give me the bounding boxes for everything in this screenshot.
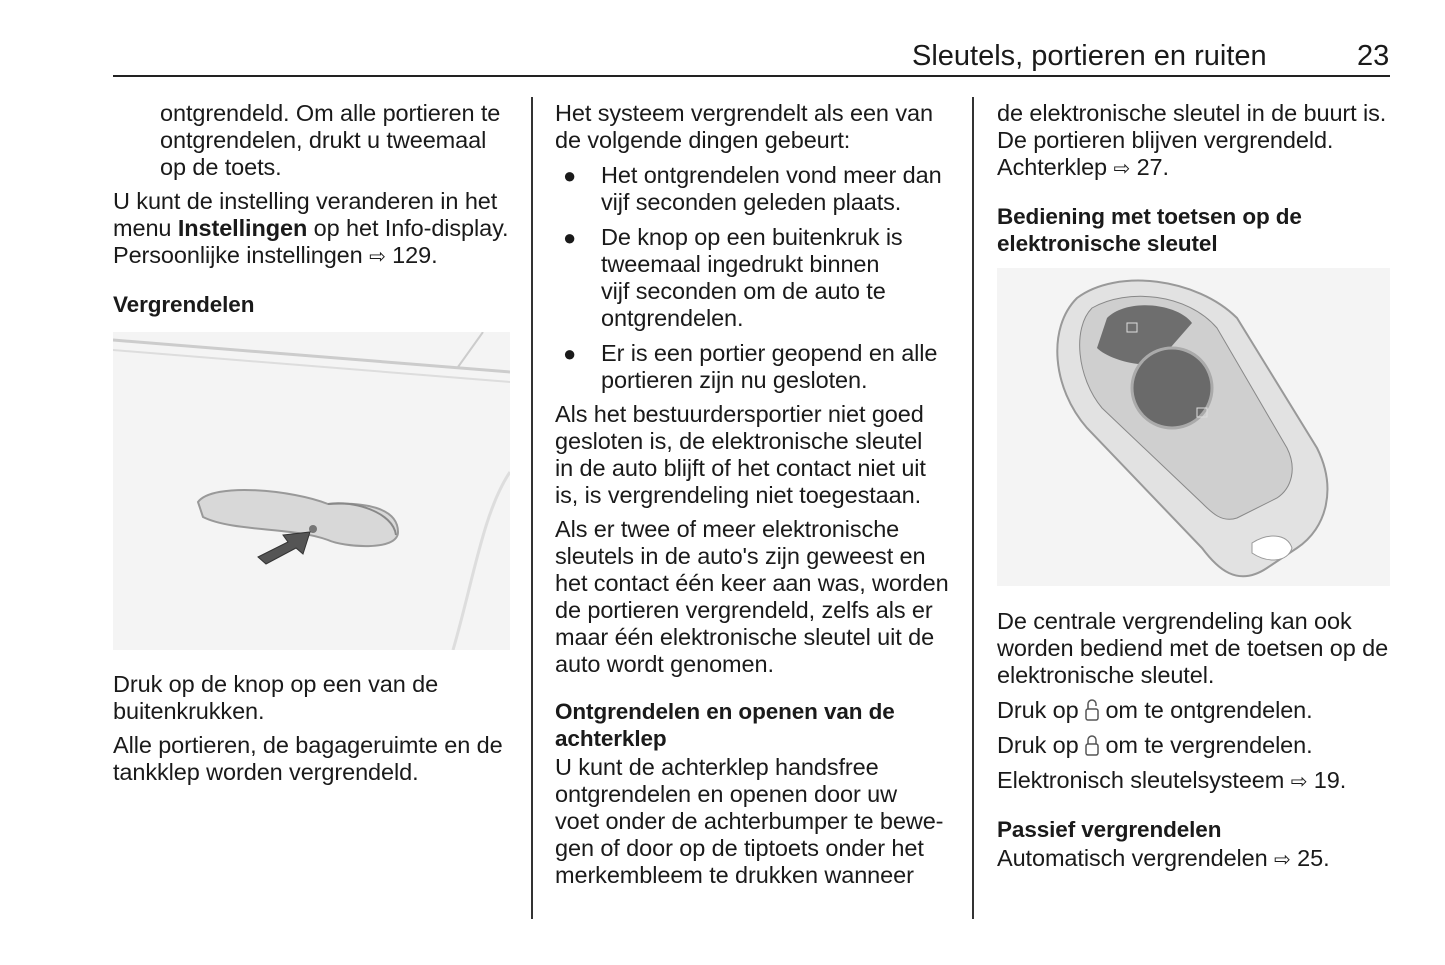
text: om te vergrendelen. [1099, 732, 1313, 758]
text: Druk op [997, 732, 1086, 758]
arrow-reference-icon: ⇨ [369, 246, 386, 268]
text: op het Info-display. Persoonlijke instellingen [113, 215, 509, 268]
arrow-reference-icon: ⇨ [1290, 771, 1308, 793]
paragraph: Alle portieren, de bagageruimte en de tankklep worden vergrendeld. [113, 732, 503, 785]
menu-name: Instellingen [177, 215, 308, 241]
paragraph [997, 100, 1386, 183]
paragraph: Druk op de knop op een van de buitenkrukken. [113, 671, 439, 724]
text: de elektronische sleutel in de buurt is. De portieren blijven vergrendeld. Achterklep [997, 100, 1387, 180]
page-reference[interactable]: 27. [1136, 154, 1169, 180]
paragraph: U kunt de achterklep handsfree ontgrendelen en openen door uw voet onder de achterbumper te bewe- gen of door op de tiptoets onder het merkembleem te drukken wanneer [555, 754, 944, 888]
paragraph [997, 732, 1313, 759]
list-item: Het ontgrendelen vond meer dan vijf seconden geleden plaats. [601, 162, 942, 215]
paragraph [997, 767, 1346, 796]
page-reference[interactable]: 19. [1313, 767, 1347, 793]
text: Druk op [997, 697, 1086, 723]
header-rule [113, 75, 1390, 77]
door-handle-illustration [113, 332, 510, 650]
key-fob-illustration [997, 268, 1390, 586]
list-item: Er is een portier geopend en alle portieren zijn nu gesloten. [601, 340, 938, 393]
section-title: Sleutels, portieren en ruiten [912, 40, 1267, 72]
paragraph [997, 845, 1330, 874]
arrow-reference-icon: ⇨ [1113, 158, 1131, 180]
column-divider [972, 97, 974, 919]
paragraph: Het systeem vergrendelt als een van de volgende dingen gebeurt: [555, 100, 933, 153]
page-reference[interactable]: 25. [1297, 845, 1330, 871]
list-item: De knop op een buitenkruk is tweemaal ingedrukt binnen vijf seconden om de auto te ontgrendelen. [601, 224, 903, 331]
heading: Passief vergrendelen [997, 817, 1222, 842]
paragraph [113, 188, 508, 271]
text: om te ontgrendelen. [1099, 697, 1313, 723]
text: Automatisch vergrendelen [997, 845, 1275, 871]
heading: Vergrendelen [113, 292, 255, 317]
page-number: 23 [1357, 40, 1390, 72]
arrow-reference-icon: ⇨ [1274, 849, 1291, 871]
page-reference[interactable]: 129. [392, 242, 438, 268]
heading: Ontgrendelen en openen van de achterklep [555, 699, 895, 751]
text: Elektronisch sleutelsysteem [997, 767, 1291, 793]
paragraph: ontgrendeld. Om alle portieren te ontgrendelen, drukt u tweemaal op de toets. [160, 100, 501, 180]
bullet-icon: ● [563, 341, 577, 366]
paragraph: De centrale vergrendeling kan ook worden bediend met de toetsen op de elektronische sleutel. [997, 608, 1389, 688]
bullet-icon: ● [563, 163, 577, 188]
unlock-icon [1085, 699, 1099, 721]
paragraph: Als er twee of meer elektronische sleutels in de auto's zijn geweest en het contact één keer aan was, worden de portieren vergrendeld, zelfs als er maar één elektronische sleutel uit de auto wordt genomen. [555, 516, 949, 677]
paragraph: Als het bestuurdersportier niet goed gesloten is, de elektronische sleutel in de auto blijft of het contact niet uit is, is vergrendeling niet toegestaan. [555, 401, 926, 508]
paragraph [997, 697, 1313, 724]
column-divider [531, 97, 533, 919]
bullet-icon: ● [563, 225, 577, 250]
lock-icon [1085, 734, 1099, 756]
text: U kunt de instelling veranderen in het menu [113, 188, 498, 241]
heading: Bediening met toetsen op de elektronische sleutel [997, 204, 1302, 256]
